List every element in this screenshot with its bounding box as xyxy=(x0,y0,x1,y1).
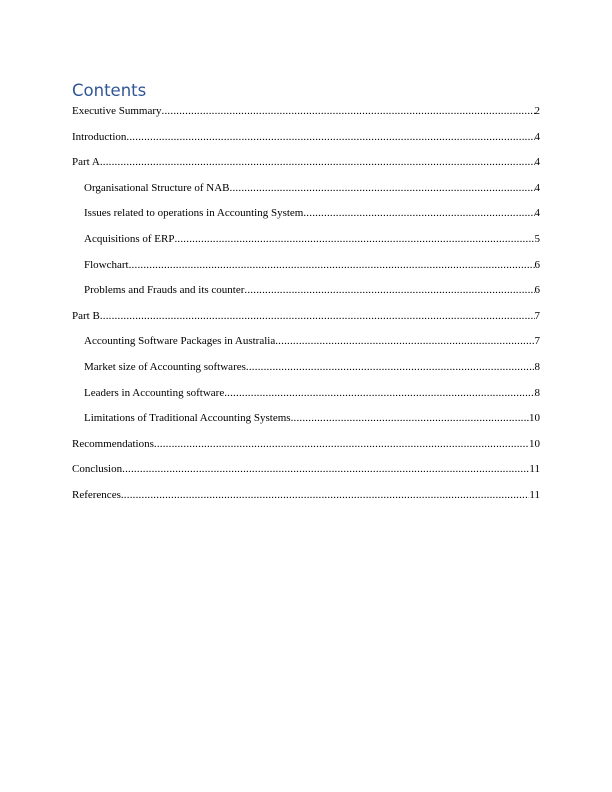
table-of-contents xyxy=(72,100,540,510)
toc-dot-leader xyxy=(162,100,535,122)
toc-entry-part-a[interactable] xyxy=(72,151,540,177)
toc-entry-title: Part B xyxy=(72,309,100,322)
toc-dot-leader xyxy=(100,305,535,327)
toc-entry-acquisitions-of-erp[interactable] xyxy=(72,228,540,254)
toc-entry-page-number: 6 xyxy=(534,258,540,271)
toc-entry-page-number: 4 xyxy=(534,130,540,143)
toc-dot-leader xyxy=(230,177,535,199)
toc-entry-title: Flowchart xyxy=(84,258,129,271)
toc-dot-leader xyxy=(303,202,534,224)
toc-entry-recommendations[interactable] xyxy=(72,433,540,459)
toc-entry-flowchart[interactable] xyxy=(72,254,540,280)
toc-entry-leaders-accounting-software[interactable] xyxy=(72,382,540,408)
toc-entry-part-b[interactable] xyxy=(72,305,540,331)
toc-entry-page-number: 8 xyxy=(534,386,540,399)
toc-dot-leader xyxy=(246,356,535,378)
toc-entry-title: Part A xyxy=(72,156,100,169)
toc-dot-leader xyxy=(100,151,535,173)
toc-entry-conclusion[interactable] xyxy=(72,458,540,484)
toc-entry-page-number: 4 xyxy=(534,156,540,169)
toc-entry-page-number: 8 xyxy=(534,360,540,373)
toc-entry-references[interactable] xyxy=(72,484,540,510)
toc-dot-leader xyxy=(224,382,534,404)
toc-entry-title: Problems and Frauds and its counter xyxy=(84,284,245,297)
toc-entry-issues-accounting-system[interactable] xyxy=(72,202,540,228)
toc-entry-title: Introduction xyxy=(72,130,127,143)
toc-entry-title: Executive Summary xyxy=(72,105,162,117)
toc-dot-leader xyxy=(244,279,534,301)
toc-entry-page-number: 10 xyxy=(529,412,540,425)
toc-entry-title: Accounting Software Packages in Australia xyxy=(84,335,276,348)
toc-entry-page-number: 5 xyxy=(534,232,540,245)
toc-entry-market-size[interactable] xyxy=(72,356,540,382)
toc-entry-page-number: 7 xyxy=(534,309,540,322)
toc-entry-title: Market size of Accounting softwares xyxy=(84,360,246,373)
toc-entry-title: Limitations of Traditional Accounting Systems xyxy=(84,412,291,425)
toc-dot-leader xyxy=(129,254,535,276)
toc-entry-page-number: 6 xyxy=(534,284,540,297)
toc-entry-title: Organisational Structure of NAB xyxy=(84,181,230,194)
toc-entry-executive-summary[interactable] xyxy=(72,100,540,126)
toc-dot-leader xyxy=(291,407,529,429)
toc-entry-page-number: 11 xyxy=(529,463,540,476)
toc-entry-page-number: 11 xyxy=(529,488,540,501)
toc-entry-introduction[interactable] xyxy=(72,126,540,152)
toc-entry-page-number: 10 xyxy=(529,437,540,450)
toc-entry-title: Recommendations xyxy=(72,437,154,450)
toc-entry-organisational-structure[interactable] xyxy=(72,177,540,203)
toc-entry-title: References xyxy=(72,488,121,501)
toc-entry-page-number: 7 xyxy=(534,335,540,348)
toc-heading: Contents xyxy=(72,81,147,100)
toc-entry-title: Acquisitions of ERP xyxy=(84,232,175,245)
toc-dot-leader xyxy=(126,126,534,148)
toc-entry-page-number: 2 xyxy=(534,105,540,117)
toc-entry-problems-and-frauds[interactable] xyxy=(72,279,540,305)
toc-dot-leader xyxy=(122,458,529,480)
toc-entry-title: Issues related to operations in Accounting System xyxy=(84,207,304,220)
toc-entry-software-packages-australia[interactable] xyxy=(72,330,540,356)
toc-entry-page-number: 4 xyxy=(534,181,540,194)
toc-dot-leader xyxy=(275,330,534,352)
toc-entry-title: Leaders in Accounting software xyxy=(84,386,225,399)
toc-dot-leader xyxy=(154,433,529,455)
toc-dot-leader xyxy=(121,484,530,506)
toc-entry-page-number: 4 xyxy=(534,207,540,220)
toc-entry-title: Conclusion xyxy=(72,463,123,476)
toc-dot-leader xyxy=(174,228,534,250)
toc-entry-limitations-traditional-systems[interactable] xyxy=(72,407,540,433)
